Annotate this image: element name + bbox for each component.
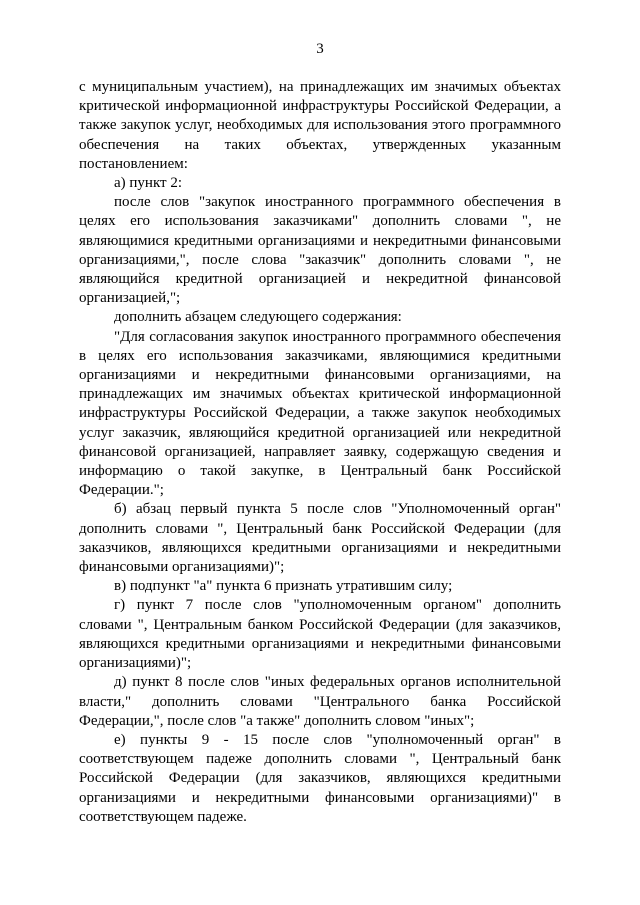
paragraph-item-e: е) пункты 9 - 15 после слов "уполномоченный орган" в соответствующем падеже дополнить словами ", Центральный банк Российской Федерации (для заказчиков, являющихся кредитными организациями и некредитными финансовыми организациями)" в соответствующем падеже.: [79, 731, 561, 825]
paragraph-item-d: д) пункт 8 после слов "иных федеральных органов исполнительной власти," дополнить словами "Центрального банка Российской Федерации,", после слов "а также" дополнить словом "иных";: [79, 674, 561, 729]
paragraph-item-b: б) абзац первый пункта 5 после слов "Уполномоченный орган" дополнить словами ", Центральный банк Российской Федерации (для заказчиков, являющихся кредитными организациями и некредитными финансовыми организациями)";: [79, 501, 561, 576]
paragraph-item-a-quoted-text: "Для согласования закупок иностранного программного обеспечения в целях его использования заказчиками, являющимися кредитными организациями и некредитными финансовыми организациями, на принадлежащих им значимых объектах критической информационной инфраструктуры Российской Федерации, а также закупок необходимых услуг заказчик, являющийся кредитной организацией или некредитной финансовой организацией, направляет заявку, содержащую сведения и информацию о такой закупке, в Центральный банк Российской Федерации.";: [79, 328, 561, 499]
paragraph-item-v: в) подпункт "а" пункта 6 признать утратившим силу;: [114, 578, 453, 595]
document-body: [79, 78, 561, 827]
paragraph-item-a-after-words: после слов "закупок иностранного программного обеспечения в целях его использования заказчиками" дополнить словами ", не являющимися кредитными организациями и некредитными финансовыми организациями,", после слова "заказчик" дополнить словами ", не являющийся кредитной организацией и некредитной финансовой организацией,";: [79, 194, 561, 307]
paragraph-item-a-heading: а) пункт 2:: [114, 175, 183, 192]
paragraph-intro-continuation: с муниципальным участием), на принадлежащих им значимых объектах критической информационной инфраструктуры Российской Федерации, а также закупок услуг, необходимых для использования этого программного обеспечения на таких объектах, утвержденных указанным постановлением:: [79, 79, 561, 172]
paragraph-item-g: г) пункт 7 после слов "уполномоченным органом" дополнить словами ", Центральным банком Российской Федерации (для заказчиков, являющихся кредитными организациями и некредитными финансовыми организациями)";: [79, 597, 561, 672]
paragraph-item-a-add-paragraph: дополнить абзацем следующего содержания:: [114, 309, 402, 326]
page-number: 3: [316, 41, 324, 57]
